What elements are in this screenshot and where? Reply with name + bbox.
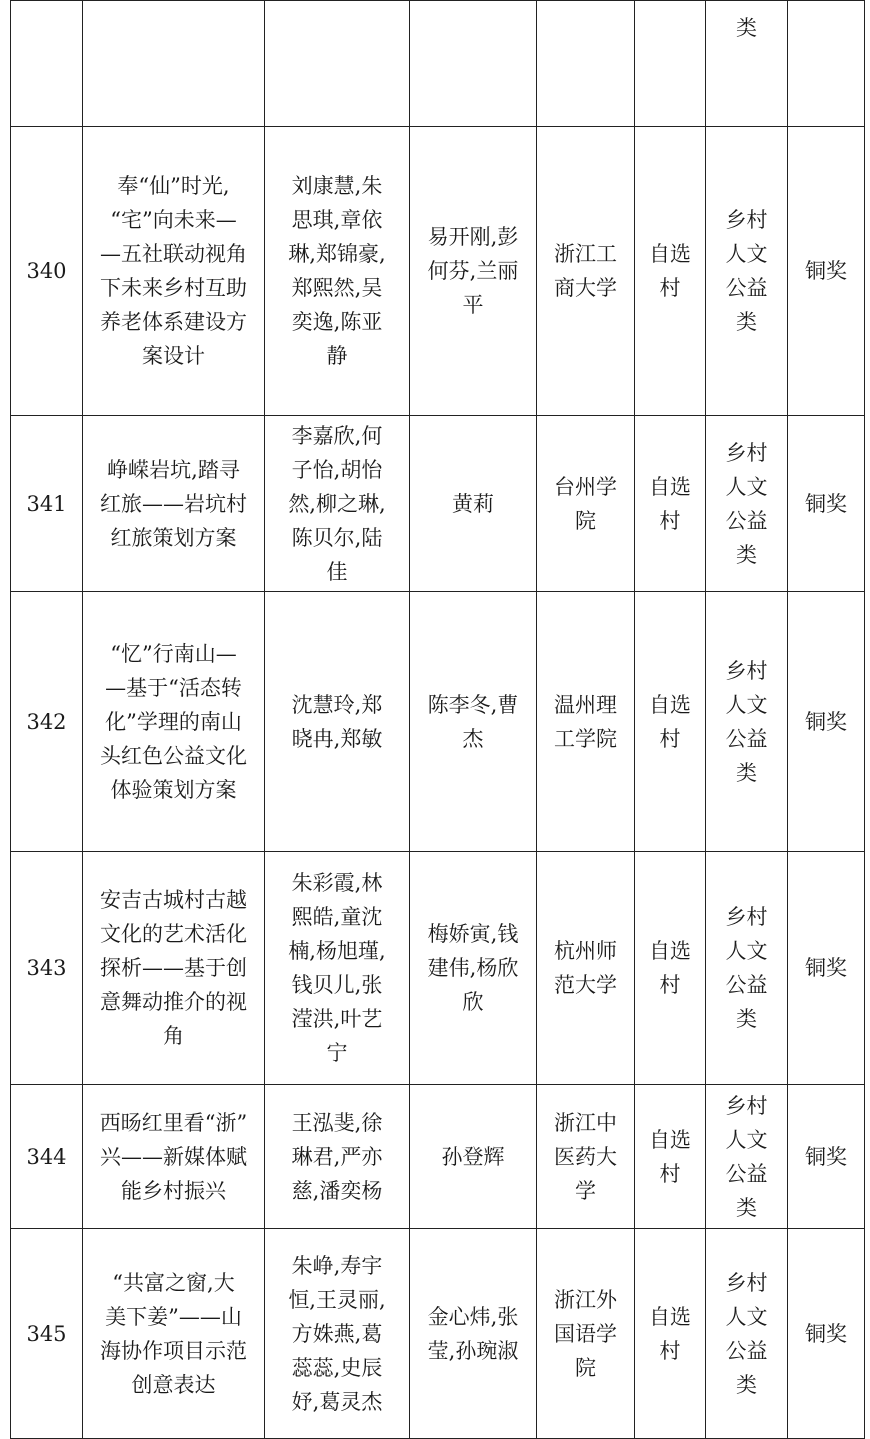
team-members-line: 蕊蕊,史辰 bbox=[291, 1355, 383, 1380]
award-cell bbox=[788, 1229, 865, 1439]
team-members-line: 然,柳之琳, bbox=[288, 491, 386, 516]
category-line: 类 bbox=[736, 16, 757, 40]
advisors-line: 何芬,兰丽 bbox=[427, 259, 519, 283]
category-line: 类 bbox=[736, 1195, 757, 1220]
project-title-line: 峥嵘岩坑,踏寻 bbox=[107, 457, 240, 482]
project-title-line: 探析——基于创 bbox=[100, 956, 247, 980]
village-type-line: 自选 bbox=[649, 1127, 691, 1152]
team-members-line: 宁 bbox=[326, 1041, 348, 1065]
project-title-line: “共富之窗,大 bbox=[112, 1270, 235, 1295]
school-cell bbox=[537, 127, 635, 416]
category-line: 公益 bbox=[725, 726, 768, 751]
project-title-line: 创意表达 bbox=[131, 1372, 216, 1397]
award-text: 铜奖 bbox=[805, 491, 847, 516]
village-type-line: 村 bbox=[659, 726, 681, 751]
table-row bbox=[11, 1085, 865, 1229]
team-members-line: 朱峥,寿宇 bbox=[291, 1253, 383, 1278]
row-number-cell bbox=[11, 1085, 83, 1229]
award-cell bbox=[788, 127, 865, 416]
category-cell bbox=[706, 1085, 788, 1229]
team-members-line: 楠,杨旭瑾, bbox=[288, 939, 386, 963]
village-type-cell bbox=[635, 416, 706, 592]
category-line: 乡村 bbox=[725, 208, 768, 232]
award-text: 铜奖 bbox=[805, 259, 847, 283]
category-line: 人文 bbox=[725, 1127, 768, 1152]
project-title-line: —基于“活态转 bbox=[105, 675, 242, 700]
school-line: 范大学 bbox=[554, 973, 617, 997]
project-title-line: 案设计 bbox=[142, 344, 205, 368]
project-title-line: 海协作项目示范 bbox=[100, 1338, 247, 1363]
team-members-cell bbox=[265, 1085, 410, 1229]
village-type-line: 自选 bbox=[649, 939, 691, 963]
project-title-line: —五社联动视角 bbox=[100, 242, 247, 266]
school-line: 浙江外 bbox=[554, 1287, 617, 1312]
team-members-line: 李嘉欣,何 bbox=[291, 423, 383, 448]
row-number-text: 343 bbox=[26, 956, 67, 980]
village-type-cell bbox=[635, 852, 706, 1085]
award-cell bbox=[788, 1085, 865, 1229]
table-row bbox=[11, 1, 865, 127]
project-title-line: 化”学理的南山 bbox=[105, 709, 242, 734]
team-members-line: 朱彩霞,林 bbox=[291, 871, 383, 895]
advisors-line: 杰 bbox=[462, 726, 484, 751]
category-cell bbox=[706, 1229, 788, 1439]
award-text: 铜奖 bbox=[805, 709, 847, 734]
advisors-cell bbox=[410, 592, 537, 852]
category-line: 人文 bbox=[725, 242, 768, 266]
project-title-line: “忆”行南山— bbox=[110, 641, 237, 666]
school-cell bbox=[537, 1229, 635, 1439]
row-number-cell bbox=[11, 127, 83, 416]
award-list-table bbox=[10, 0, 865, 1439]
village-type-cell bbox=[635, 1, 706, 127]
row-number-cell bbox=[11, 1, 83, 127]
advisors-cell bbox=[410, 416, 537, 592]
advisors-cell bbox=[410, 1085, 537, 1229]
category-line: 人文 bbox=[725, 692, 768, 717]
category-line: 人文 bbox=[725, 939, 768, 963]
project-title-line: 文化的艺术活化 bbox=[100, 922, 247, 946]
project-title-line: 角 bbox=[163, 1024, 184, 1048]
table-row bbox=[11, 592, 865, 852]
award-text: 铜奖 bbox=[805, 1321, 847, 1346]
project-title-line: “宅”向未来— bbox=[110, 208, 237, 232]
advisors-line: 建伟,杨欣 bbox=[427, 956, 519, 980]
team-members-line: 琳君,严亦 bbox=[291, 1144, 383, 1169]
team-members-line: 琳,郑锦豪, bbox=[288, 242, 386, 266]
row-number-text: 344 bbox=[26, 1144, 67, 1169]
advisors-cell bbox=[410, 1, 537, 127]
table-row bbox=[11, 416, 865, 592]
project-title-cell bbox=[83, 127, 265, 416]
school-line: 杭州师 bbox=[554, 939, 617, 963]
school-line: 工学院 bbox=[554, 726, 617, 751]
team-members-cell bbox=[265, 592, 410, 852]
project-title-line: 意舞动推介的视 bbox=[100, 990, 247, 1014]
village-type-line: 自选 bbox=[649, 474, 691, 499]
school-line: 温州理 bbox=[554, 692, 617, 717]
award-cell bbox=[788, 416, 865, 592]
category-line: 类 bbox=[736, 1007, 757, 1031]
advisors-line: 莹,孙琬淑 bbox=[427, 1338, 519, 1363]
team-members-line: 方姝燕,葛 bbox=[291, 1321, 383, 1346]
school-line: 台州学 bbox=[554, 474, 617, 499]
advisors-line: 梅娇寅,钱 bbox=[427, 922, 519, 946]
team-members-line: 陈贝尔,陆 bbox=[291, 525, 383, 550]
village-type-line: 自选 bbox=[649, 1304, 691, 1329]
village-type-line: 村 bbox=[659, 276, 681, 300]
team-members-cell bbox=[265, 1229, 410, 1439]
category-cell bbox=[706, 1, 788, 127]
school-line: 学 bbox=[575, 1178, 596, 1203]
team-members-line: 恒,王灵丽, bbox=[288, 1287, 386, 1312]
village-type-cell bbox=[635, 127, 706, 416]
category-cell bbox=[706, 592, 788, 852]
project-title-cell bbox=[83, 1, 265, 127]
advisors-line: 孙登辉 bbox=[441, 1144, 505, 1169]
award-text: 铜奖 bbox=[805, 956, 847, 980]
category-cell bbox=[706, 127, 788, 416]
row-number-text: 340 bbox=[26, 259, 67, 283]
row-number-cell bbox=[11, 416, 83, 592]
village-type-line: 村 bbox=[659, 1338, 681, 1363]
table-row bbox=[11, 127, 865, 416]
project-title-line: 西旸红里看“浙” bbox=[99, 1110, 248, 1135]
project-title-line: 养老体系建设方 bbox=[100, 310, 247, 334]
advisors-cell bbox=[410, 127, 537, 416]
village-type-line: 村 bbox=[659, 1161, 681, 1186]
team-members-line: 钱贝儿,张 bbox=[291, 973, 383, 997]
village-type-line: 自选 bbox=[649, 692, 691, 717]
category-line: 类 bbox=[736, 310, 757, 334]
team-members-line: 子怡,胡怡 bbox=[291, 457, 383, 482]
table-row bbox=[11, 1229, 865, 1439]
project-title-line: 头红色公益文化 bbox=[100, 743, 247, 768]
team-members-line: 奕逸,陈亚 bbox=[291, 310, 383, 334]
project-title-line: 能乡村振兴 bbox=[121, 1178, 226, 1203]
category-line: 公益 bbox=[725, 1161, 768, 1186]
category-line: 公益 bbox=[725, 973, 768, 997]
team-members-cell bbox=[265, 416, 410, 592]
team-members-line: 郑熙然,吴 bbox=[291, 276, 383, 300]
category-line: 类 bbox=[736, 1372, 757, 1397]
table-body bbox=[11, 1, 865, 1439]
team-members-line: 刘康慧,朱 bbox=[291, 174, 383, 198]
category-line: 人文 bbox=[725, 474, 768, 499]
team-members-line: 思琪,章依 bbox=[291, 208, 383, 232]
row-number-text: 342 bbox=[26, 709, 67, 734]
school-line: 国语学 bbox=[554, 1321, 617, 1346]
advisors-line: 欣 bbox=[462, 990, 484, 1014]
row-number-cell bbox=[11, 592, 83, 852]
village-type-cell bbox=[635, 1229, 706, 1439]
school-cell bbox=[537, 1, 635, 127]
school-cell bbox=[537, 1085, 635, 1229]
team-members-line: 佳 bbox=[326, 559, 348, 584]
category-line: 乡村 bbox=[725, 1270, 768, 1295]
row-number-cell bbox=[11, 1229, 83, 1439]
school-line: 商大学 bbox=[554, 276, 617, 300]
school-line: 院 bbox=[575, 1355, 596, 1380]
team-members-cell bbox=[265, 127, 410, 416]
school-cell bbox=[537, 592, 635, 852]
table-row bbox=[11, 852, 865, 1085]
project-title-cell bbox=[83, 1085, 265, 1229]
team-members-line: 妤,葛灵杰 bbox=[291, 1389, 383, 1414]
team-members-line: 滢洪,叶艺 bbox=[291, 1007, 383, 1031]
school-cell bbox=[537, 852, 635, 1085]
village-type-line: 村 bbox=[659, 973, 681, 997]
award-text: 铜奖 bbox=[805, 1144, 847, 1169]
team-members-line: 慈,潘奕杨 bbox=[291, 1178, 383, 1203]
advisors-cell bbox=[410, 852, 537, 1085]
category-line: 公益 bbox=[725, 1338, 768, 1363]
category-line: 公益 bbox=[725, 508, 768, 533]
project-title-cell bbox=[83, 852, 265, 1085]
category-cell bbox=[706, 852, 788, 1085]
row-number-cell bbox=[11, 852, 83, 1085]
award-cell bbox=[788, 1, 865, 127]
village-type-line: 村 bbox=[659, 508, 681, 533]
team-members-cell bbox=[265, 1, 410, 127]
advisors-cell bbox=[410, 1229, 537, 1439]
team-members-line: 王泓斐,徐 bbox=[291, 1110, 383, 1135]
row-number-text: 341 bbox=[26, 491, 67, 516]
school-line: 医药大 bbox=[554, 1144, 617, 1169]
row-number-text: 345 bbox=[26, 1321, 67, 1346]
project-title-line: 美下姜”——山 bbox=[105, 1304, 242, 1329]
project-title-line: 红旅——岩坑村 bbox=[100, 491, 247, 516]
advisors-line: 易开刚,彭 bbox=[427, 225, 519, 249]
school-cell bbox=[537, 416, 635, 592]
category-cell bbox=[706, 416, 788, 592]
school-line: 院 bbox=[575, 508, 596, 533]
project-title-line: 红旅策划方案 bbox=[110, 525, 237, 550]
advisors-line: 金心炜,张 bbox=[427, 1304, 519, 1329]
village-type-line: 自选 bbox=[649, 242, 691, 266]
team-members-line: 熙皓,童沈 bbox=[291, 905, 383, 929]
school-line: 浙江中 bbox=[554, 1110, 617, 1135]
project-title-cell bbox=[83, 592, 265, 852]
village-type-cell bbox=[635, 592, 706, 852]
category-line: 类 bbox=[736, 760, 757, 785]
category-line: 乡村 bbox=[725, 440, 768, 465]
category-line: 乡村 bbox=[725, 658, 768, 683]
award-cell bbox=[788, 592, 865, 852]
category-line: 乡村 bbox=[725, 1093, 768, 1118]
category-line: 人文 bbox=[725, 1304, 768, 1329]
village-type-cell bbox=[635, 1085, 706, 1229]
project-title-cell bbox=[83, 416, 265, 592]
project-title-line: 兴——新媒体赋 bbox=[100, 1144, 247, 1169]
school-line: 浙江工 bbox=[554, 242, 617, 266]
project-title-line: 安吉古城村古越 bbox=[100, 888, 247, 912]
category-line: 类 bbox=[736, 542, 757, 567]
team-members-line: 静 bbox=[326, 344, 348, 368]
team-members-cell bbox=[265, 852, 410, 1085]
category-line: 公益 bbox=[725, 276, 768, 300]
project-title-line: 体验策划方案 bbox=[110, 777, 237, 802]
category-line: 乡村 bbox=[725, 905, 768, 929]
advisors-line: 陈李冬,曹 bbox=[427, 692, 519, 717]
advisors-line: 黄莉 bbox=[452, 491, 494, 516]
team-members-line: 晓冉,郑敏 bbox=[291, 726, 383, 751]
advisors-line: 平 bbox=[462, 293, 484, 317]
project-title-line: 奉“仙”时光, bbox=[117, 174, 230, 198]
team-members-line: 沈慧玲,郑 bbox=[291, 692, 383, 717]
award-cell bbox=[788, 852, 865, 1085]
project-title-cell bbox=[83, 1229, 265, 1439]
project-title-line: 下未来乡村互助 bbox=[100, 276, 247, 300]
